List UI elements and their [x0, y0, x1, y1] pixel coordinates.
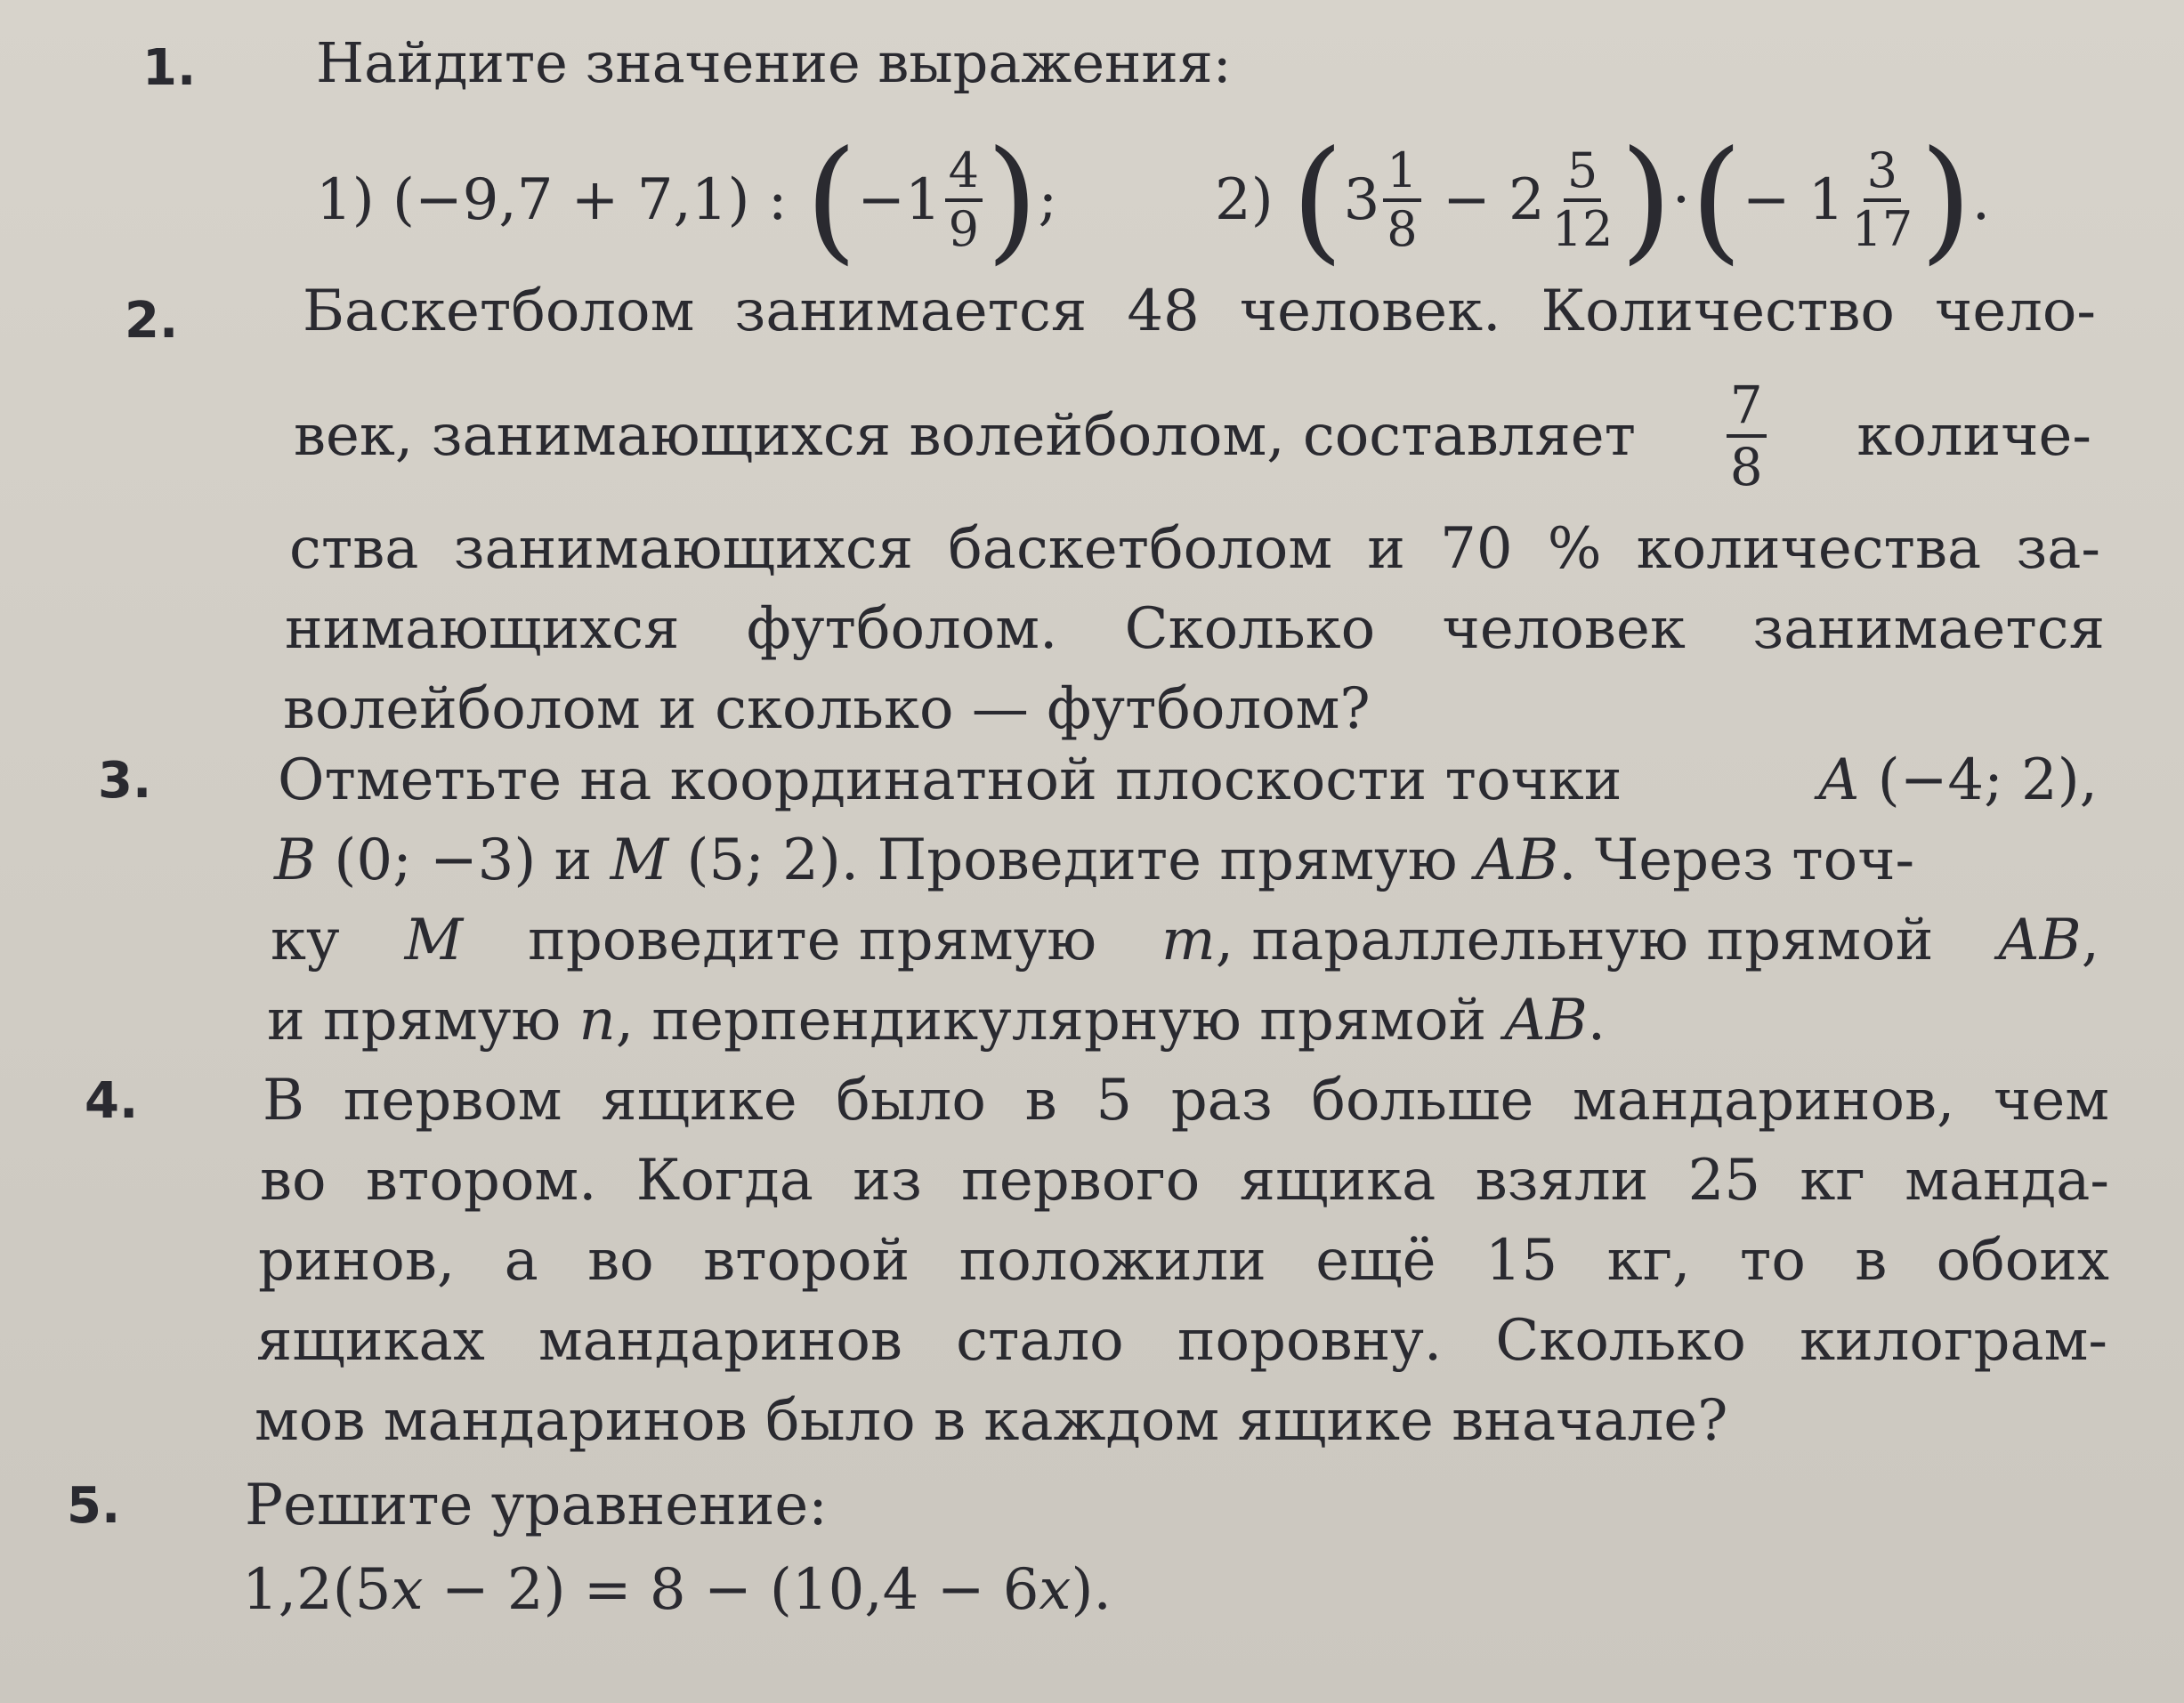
expr-1-label: 1) [316, 167, 375, 233]
problem-number-3: 3. [98, 752, 152, 810]
problem-1-expr-1 [316, 125, 1057, 276]
problem-3-line-2: B (0; −3) и M (5; 2). Проведите прямую AB. Через точ- [274, 827, 1915, 893]
problem-4-line-2: во втором. Когда из первого ящика взяли 25 кг манда- [260, 1148, 2109, 1214]
right-paren: ) [985, 123, 1039, 278]
problem-number-1: 1. [142, 39, 197, 97]
problem-1-title: Найдите значение выражения: [316, 30, 1232, 95]
problem-2-line-5: волейболом и сколько — футболом? [283, 676, 1371, 742]
expr-2-fraction-b: $\frac{5}{12}$ [1551, 142, 1614, 257]
problem-number-2: 2. [125, 292, 179, 350]
expr-1-whole: −1 [857, 167, 942, 233]
point-a-label: A [1818, 747, 1860, 813]
expr-2-label: 2) [1215, 167, 1274, 233]
problem-5-equation: 1,2(5x − 2) = 8 − (10,4 − 6x). [242, 1557, 1112, 1623]
problem-2-line-4: нимающихся футболом. Сколько человек занимается [285, 596, 2105, 662]
expr-1-lead: (−9,7 + 7,1) : [392, 167, 788, 233]
problem-number-5: 5. [67, 1477, 121, 1535]
problem-4-line-1: В первом ящике было в 5 раз больше мандаринов, чем [263, 1068, 2109, 1134]
problem-4-line-3: ринов, а во второй положили ещё 15 кг, то в обоих [258, 1228, 2109, 1294]
problem-4-line-4: ящиках мандаринов стало поровну. Сколько килограм- [256, 1308, 2107, 1374]
problem-2-line-2: век, занимающихся волейболом, составляет $\frac{7}{8}$ количе- [294, 375, 2091, 497]
expr-2-fraction-a: $\frac{1}{8}$ [1383, 147, 1420, 254]
problem-5-title: Решите уравнение: [245, 1473, 828, 1538]
expr-1-tail: ; [1038, 167, 1058, 233]
problem-3-line-1: Отметьте на координатной плоскости точки A (−4; 2), [278, 747, 2098, 813]
problem-3-line-4: и прямую n, перпендикулярную прямой AB. [267, 988, 1606, 1053]
problem-2-line-3: ства занимающихся баскетболом и 70 % количества за- [289, 516, 2100, 582]
left-paren: ( [805, 123, 858, 278]
problem-number-4: 4. [85, 1072, 139, 1130]
problem-2-fraction: $\frac{7}{8}$ [1727, 379, 1767, 493]
expr-1-fraction: $\frac{4}{9}$ [945, 147, 983, 254]
problem-1-expr-2: 2) ( 3 $\frac{1}{8}$ − 2 $\frac{5}{12}$ ) · ( − 1 $\frac{3}{17}$ ) . [1215, 123, 1991, 278]
problem-4-line-5: мов мандаринов было в каждом ящике вначале? [255, 1388, 1728, 1454]
expr-2-fraction-c: $\frac{3}{17}$ [1851, 142, 1913, 257]
problem-2-line-1: Баскетболом занимается 48 человек. Количество чело- [303, 278, 2096, 344]
problem-3-line-3: ку M проведите прямую m, параллельную прямой AB, [271, 908, 2099, 973]
